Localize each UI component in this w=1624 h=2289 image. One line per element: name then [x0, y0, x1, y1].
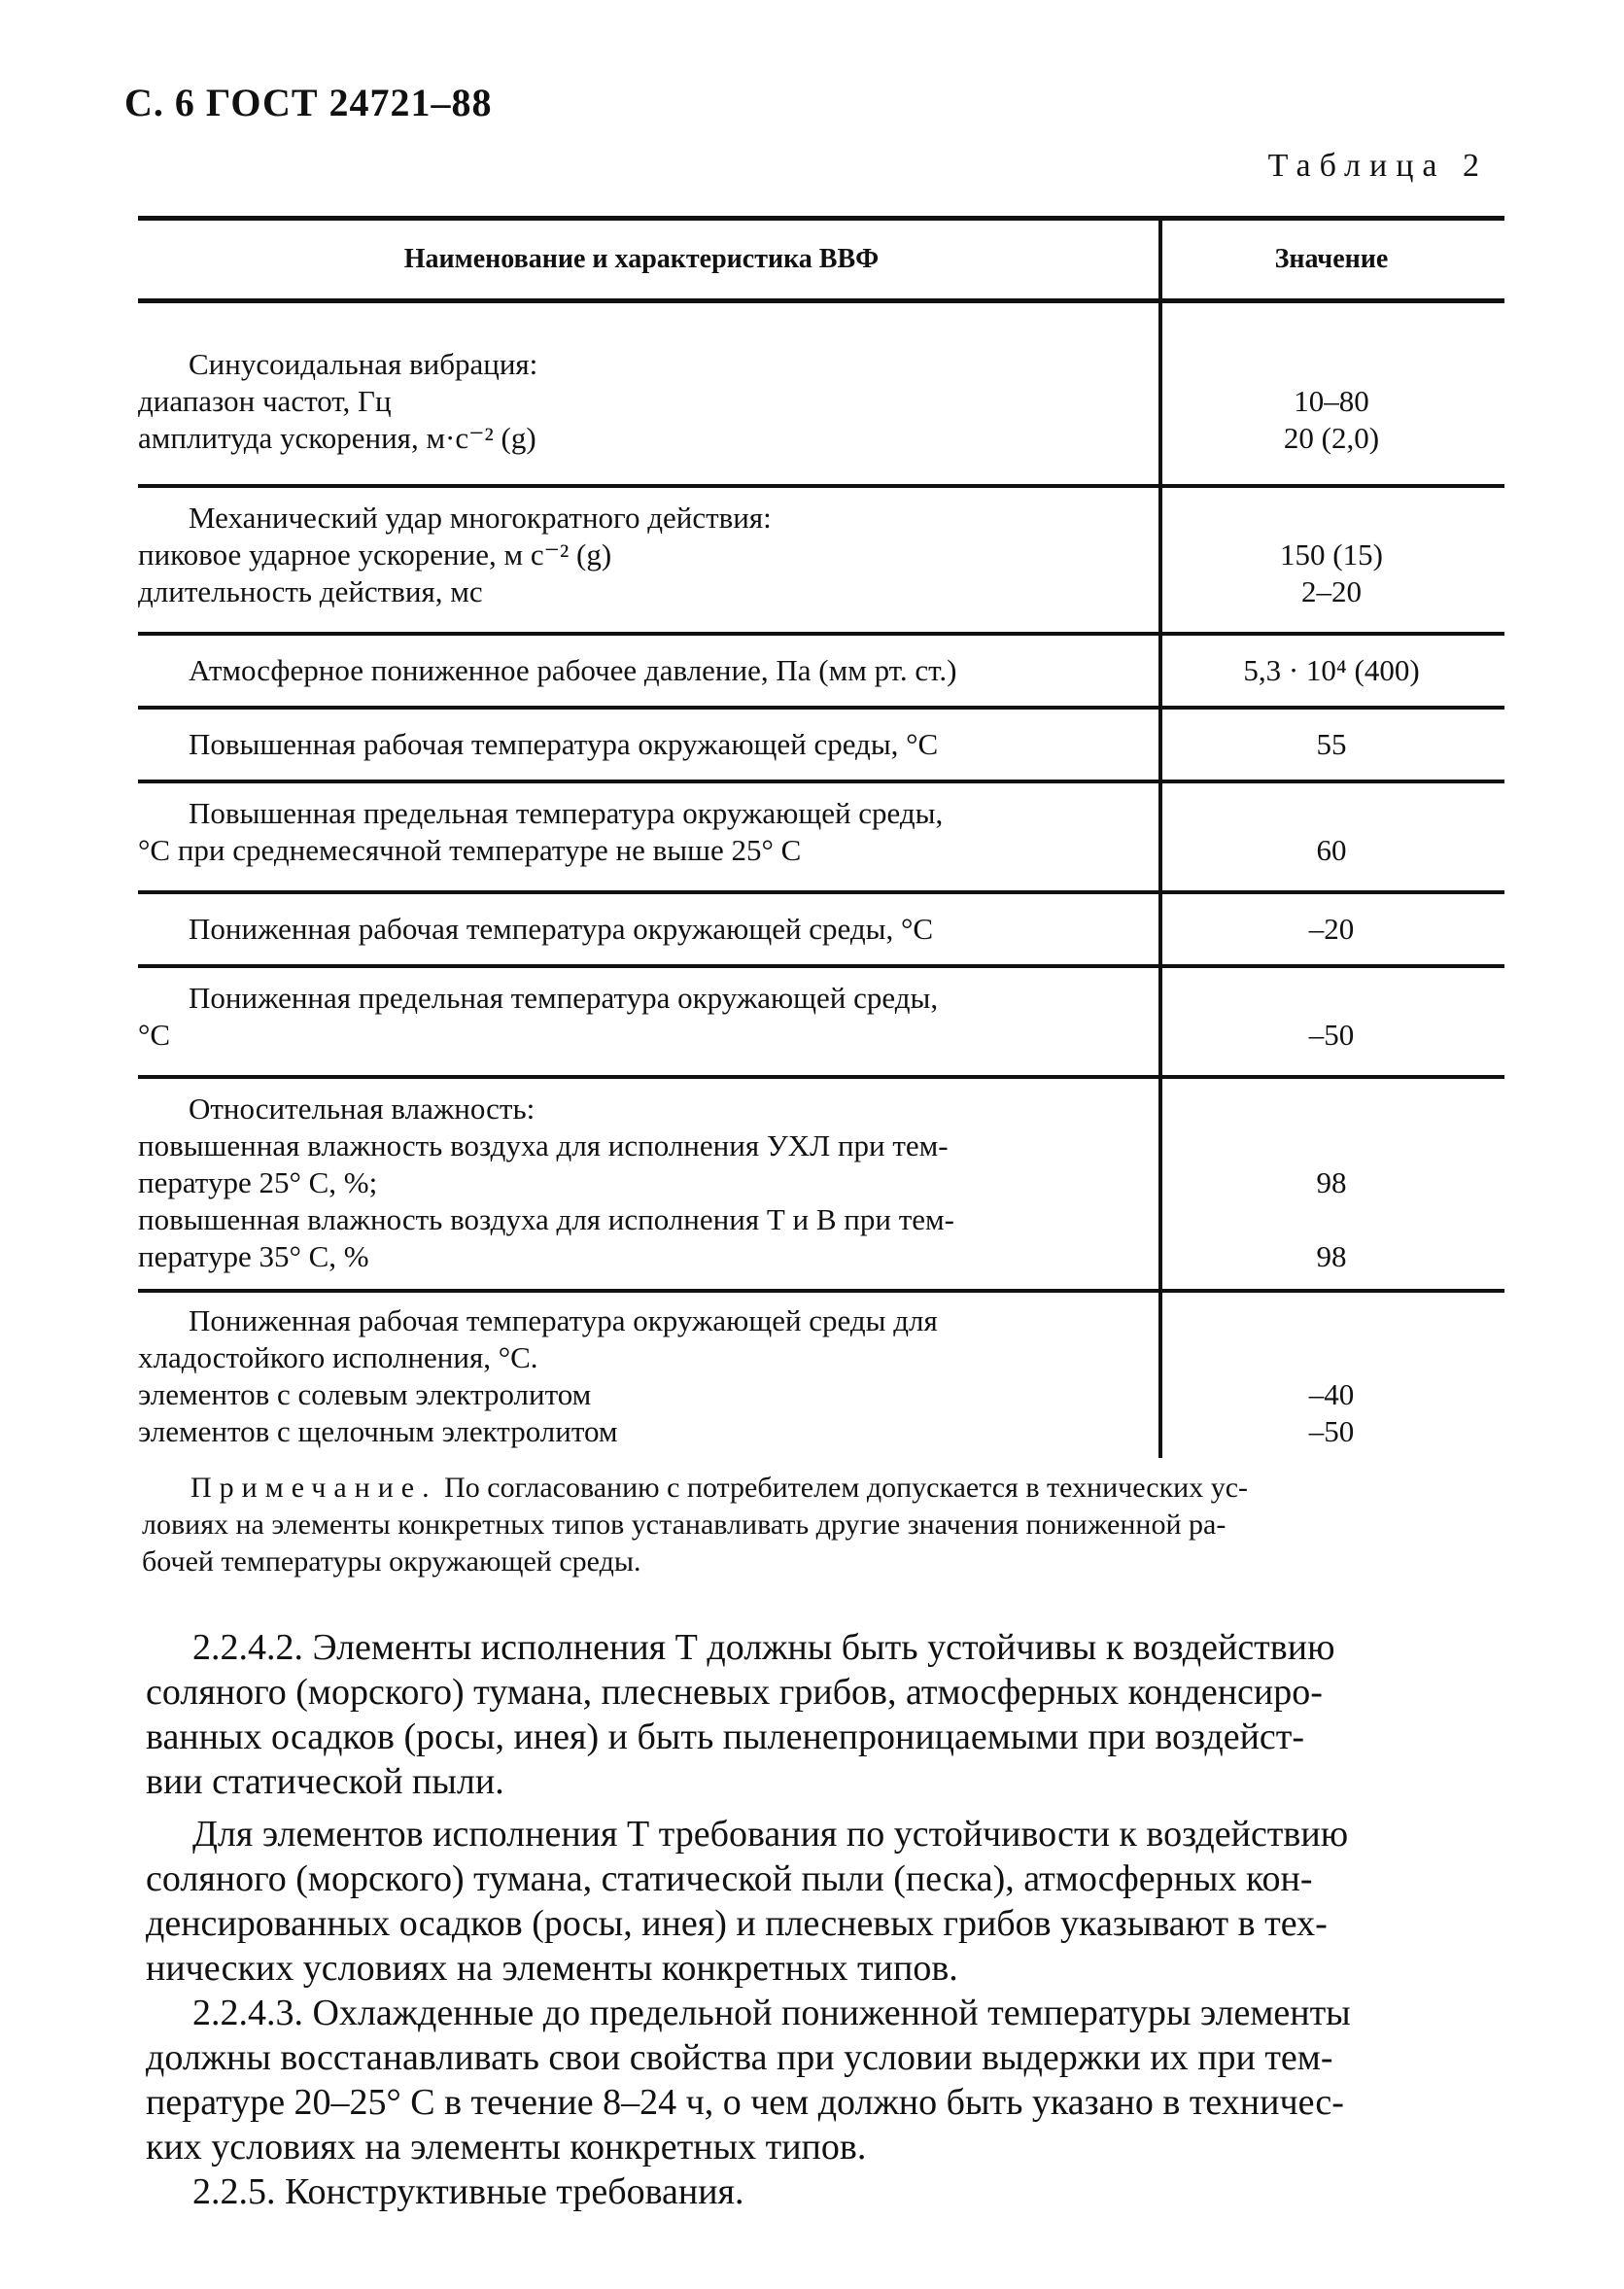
row-value: 5,3 · 10⁴ (400): [1243, 653, 1420, 687]
row-value: –40: [1308, 1377, 1355, 1411]
paragraph: [146, 1991, 1497, 2169]
row-name-line: Повышенная предельная температура окружающей среды,: [189, 796, 944, 830]
section-heading: [146, 2169, 1497, 2214]
paragraph-line: соляного (морского) тумана, плесневых грибов, атмосферных конденсиро-: [146, 1672, 1323, 1713]
row-name-line: °С: [138, 1018, 171, 1052]
table-note: [142, 1470, 1493, 1580]
row-name-line: Синусоидальная вибрация:: [189, 347, 538, 381]
table-row: [138, 783, 1504, 890]
paragraph: [146, 1812, 1497, 1991]
paragraph-line: Для элементов исполнения Т требования по устойчивости к воздействию: [192, 1814, 1349, 1855]
row-value: –50: [1308, 1414, 1355, 1448]
table-row: [138, 1293, 1504, 1458]
row-name-line: длительность действия, мс: [138, 574, 483, 608]
row-name-line: элементов с щелочным электролитом: [138, 1414, 618, 1448]
paragraph-line: 2.2.5. Конструктивные требования.: [192, 2171, 744, 2212]
row-value: 98: [1316, 1239, 1347, 1273]
row-value: 55: [1316, 727, 1347, 761]
note-text-line: бочей температуры окружающей среды.: [142, 1545, 641, 1578]
page-header: С. 6 ГОСТ 24721–88: [124, 81, 493, 124]
table-row: [138, 1079, 1504, 1289]
paragraph: [146, 1625, 1497, 1804]
note-text-line: ловиях на элементы конкретных типов устанавливать другие значения пониженной ра-: [142, 1509, 1227, 1541]
paragraph-line: денсированных осадков (росы, инея) и плесневых грибов указывают в тех-: [146, 1903, 1328, 1944]
row-value: 150 (15): [1280, 538, 1383, 572]
requirements-table: [138, 216, 1504, 1458]
row-name-line: °С при среднемесячной температуре не выше 25° С: [138, 833, 802, 867]
table-row: [138, 488, 1504, 632]
paragraph-line: вии статической пыли.: [146, 1761, 504, 1802]
row-value: –50: [1308, 1018, 1355, 1052]
row-name-line: пиковое ударное ускорение, м с⁻² (g): [138, 538, 612, 572]
row-name-line: пературе 25° С, %;: [138, 1165, 378, 1199]
row-name-line: амплитуда ускорения, м·с⁻² (g): [138, 421, 536, 455]
row-name-line: пературе 35° С, %: [138, 1239, 369, 1273]
row-name-line: Пониженная предельная температура окружающей среды,: [189, 981, 939, 1015]
row-value: 60: [1316, 833, 1347, 867]
row-name-line: диапазон частот, Гц: [138, 384, 392, 418]
paragraph-line: 2.2.4.3. Охлажденные до предельной пониженной температуры элементы: [192, 1993, 1351, 2033]
paragraph-line: соляного (морского) тумана, статической пыли (песка), атмосферных кон-: [146, 1858, 1313, 1899]
paragraph-line: ванных осадков (росы, инея) и быть пыленепроницаемыми при воздейст-: [146, 1717, 1305, 1757]
column-header-value: Значение: [1274, 244, 1389, 274]
row-name-line: хладостойкого исполнения, °С.: [138, 1340, 538, 1374]
table-caption: Таблица 2: [1267, 148, 1488, 184]
row-name-line: Относительная влажность:: [189, 1092, 536, 1126]
row-name-line: Атмосферное пониженное рабочее давление, Па (мм рт. ст.): [189, 653, 957, 687]
row-value: 2–20: [1301, 574, 1362, 608]
table-row: [138, 968, 1504, 1075]
row-value: –20: [1308, 912, 1355, 946]
row-value: 20 (2,0): [1283, 421, 1380, 455]
row-value: 98: [1316, 1165, 1347, 1199]
row-name-line: повышенная влажность воздуха для исполнения УХЛ при тем-: [138, 1128, 949, 1162]
paragraph-line: ких условиях на элементы конкретных типов.: [146, 2127, 867, 2168]
paragraph-line: должны восстанавливать свои свойства при условии выдержки их при тем-: [146, 2037, 1333, 2078]
paragraph-line: нических условиях на элементы конкретных типов.: [146, 1948, 958, 1989]
paragraph-line: 2.2.4.2. Элементы исполнения Т должны быть устойчивы к воздействию: [192, 1627, 1335, 1668]
table-row: [138, 710, 1504, 780]
row-name-line: Механический удар многократного действия:: [189, 501, 772, 535]
note-label: Примечание.: [190, 1472, 437, 1504]
table-row: [138, 303, 1504, 484]
table-row: [138, 636, 1504, 706]
note-text-line: По согласованию с потребителем допускается в технических ус-: [444, 1472, 1249, 1504]
row-name-line: Повышенная рабочая температура окружающей среды, °С: [189, 727, 939, 761]
table-header-row: [138, 221, 1504, 298]
row-name-line: Пониженная рабочая температура окружающей среды, °С: [189, 912, 934, 946]
table-row: [138, 894, 1504, 964]
paragraph-line: пературе 20–25° С в течение 8–24 ч, о чем должно быть указано в техничес-: [146, 2082, 1344, 2123]
row-name-line: Пониженная рабочая температура окружающей среды для: [189, 1303, 938, 1337]
row-name-line: элементов с солевым электролитом: [138, 1377, 592, 1411]
column-header-name: Наименование и характеристика ВВФ: [403, 244, 880, 274]
row-name-line: повышенная влажность воздуха для исполнения Т и В при тем-: [138, 1202, 954, 1236]
row-value: 10–80: [1294, 384, 1369, 418]
